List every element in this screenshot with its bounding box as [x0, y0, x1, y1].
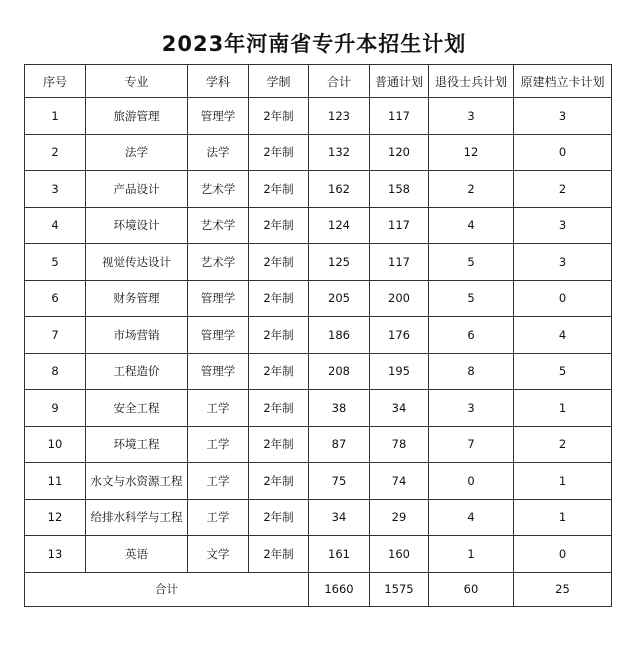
cell-poverty: 3	[514, 207, 612, 244]
cell-veterans: 5	[429, 244, 514, 281]
cell-discipline: 文学	[188, 536, 249, 573]
cell-discipline: 工学	[188, 390, 249, 427]
cell-index: 1	[25, 98, 86, 135]
cell-regular: 117	[370, 207, 429, 244]
cell-major: 给排水科学与工程	[86, 499, 188, 536]
cell-index: 8	[25, 353, 86, 390]
cell-total: 87	[309, 426, 370, 463]
cell-duration: 2年制	[249, 317, 309, 354]
cell-poverty: 3	[514, 244, 612, 281]
cell-veterans: 3	[429, 390, 514, 427]
table-row	[25, 134, 612, 171]
cell-poverty: 1	[514, 390, 612, 427]
cell-discipline: 工学	[188, 426, 249, 463]
cell-duration: 2年制	[249, 536, 309, 573]
cell-regular: 29	[370, 499, 429, 536]
cell-major: 环境工程	[86, 426, 188, 463]
cell-poverty: 0	[514, 280, 612, 317]
cell-poverty: 5	[514, 353, 612, 390]
cell-regular: 200	[370, 280, 429, 317]
cell-index: 12	[25, 499, 86, 536]
cell-discipline: 工学	[188, 463, 249, 500]
cell-regular: 160	[370, 536, 429, 573]
cell-duration: 2年制	[249, 390, 309, 427]
cell-index: 4	[25, 207, 86, 244]
cell-major: 法学	[86, 134, 188, 171]
cell-total: 124	[309, 207, 370, 244]
cell-major: 产品设计	[86, 171, 188, 208]
cell-index: 7	[25, 317, 86, 354]
cell-major: 市场营销	[86, 317, 188, 354]
cell-duration: 2年制	[249, 134, 309, 171]
cell-discipline: 工学	[188, 499, 249, 536]
page-title: 2023年河南省专升本招生计划	[161, 32, 467, 56]
table-row	[25, 536, 612, 573]
cell-major: 水文与水资源工程	[86, 463, 188, 500]
cell-veterans: 3	[429, 98, 514, 135]
cell-veterans: 4	[429, 207, 514, 244]
header-discipline: 学科	[188, 65, 249, 98]
cell-veterans: 4	[429, 499, 514, 536]
cell-total: 132	[309, 134, 370, 171]
cell-major: 安全工程	[86, 390, 188, 427]
cell-major: 英语	[86, 536, 188, 573]
cell-poverty: 1	[514, 499, 612, 536]
cell-major: 工程造价	[86, 353, 188, 390]
cell-discipline: 管理学	[188, 280, 249, 317]
cell-regular: 158	[370, 171, 429, 208]
cell-index: 2	[25, 134, 86, 171]
cell-poverty: 3	[514, 98, 612, 135]
cell-total: 34	[309, 499, 370, 536]
cell-total: 123	[309, 98, 370, 135]
cell-discipline: 管理学	[188, 317, 249, 354]
cell-discipline: 艺术学	[188, 171, 249, 208]
cell-poverty: 2	[514, 171, 612, 208]
total-sum: 1660	[309, 572, 370, 606]
cell-regular: 74	[370, 463, 429, 500]
cell-veterans: 5	[429, 280, 514, 317]
header-major: 专业	[86, 65, 188, 98]
cell-major: 视觉传达设计	[86, 244, 188, 281]
cell-poverty: 0	[514, 536, 612, 573]
cell-total: 125	[309, 244, 370, 281]
cell-regular: 117	[370, 244, 429, 281]
cell-index: 9	[25, 390, 86, 427]
cell-discipline: 法学	[188, 134, 249, 171]
header-index: 序号	[25, 65, 86, 98]
cell-poverty: 0	[514, 134, 612, 171]
cell-duration: 2年制	[249, 499, 309, 536]
cell-total: 205	[309, 280, 370, 317]
total-regular: 1575	[370, 572, 429, 606]
cell-veterans: 12	[429, 134, 514, 171]
cell-discipline: 管理学	[188, 353, 249, 390]
cell-duration: 2年制	[249, 280, 309, 317]
cell-index: 11	[25, 463, 86, 500]
cell-veterans: 1	[429, 536, 514, 573]
table-row	[25, 463, 612, 500]
cell-duration: 2年制	[249, 426, 309, 463]
cell-veterans: 7	[429, 426, 514, 463]
cell-veterans: 0	[429, 463, 514, 500]
cell-total: 186	[309, 317, 370, 354]
header-total: 合计	[309, 65, 370, 98]
cell-regular: 117	[370, 98, 429, 135]
enrollment-plan-table	[24, 64, 612, 607]
cell-veterans: 6	[429, 317, 514, 354]
cell-major: 旅游管理	[86, 98, 188, 135]
cell-poverty: 1	[514, 463, 612, 500]
cell-discipline: 艺术学	[188, 244, 249, 281]
cell-total: 75	[309, 463, 370, 500]
cell-index: 13	[25, 536, 86, 573]
cell-duration: 2年制	[249, 463, 309, 500]
cell-duration: 2年制	[249, 98, 309, 135]
header-row	[25, 65, 612, 98]
cell-index: 5	[25, 244, 86, 281]
header-duration: 学制	[249, 65, 309, 98]
cell-regular: 78	[370, 426, 429, 463]
cell-total: 38	[309, 390, 370, 427]
cell-regular: 34	[370, 390, 429, 427]
table-row	[25, 207, 612, 244]
cell-duration: 2年制	[249, 353, 309, 390]
cell-discipline: 管理学	[188, 98, 249, 135]
header-veterans-plan: 退役士兵计划	[429, 65, 514, 98]
cell-veterans: 2	[429, 171, 514, 208]
header-poverty-plan: 原建档立卡计划	[514, 65, 612, 98]
total-veterans: 60	[429, 572, 514, 606]
cell-index: 10	[25, 426, 86, 463]
table-row	[25, 499, 612, 536]
cell-total: 161	[309, 536, 370, 573]
cell-major: 环境设计	[86, 207, 188, 244]
table-row	[25, 244, 612, 281]
cell-poverty: 4	[514, 317, 612, 354]
cell-regular: 195	[370, 353, 429, 390]
table-row	[25, 171, 612, 208]
cell-duration: 2年制	[249, 244, 309, 281]
table-row	[25, 390, 612, 427]
cell-veterans: 8	[429, 353, 514, 390]
cell-duration: 2年制	[249, 207, 309, 244]
table-row	[25, 317, 612, 354]
header-regular-plan: 普通计划	[370, 65, 429, 98]
cell-total: 208	[309, 353, 370, 390]
cell-total: 162	[309, 171, 370, 208]
table-row	[25, 353, 612, 390]
table-row	[25, 280, 612, 317]
total-label: 合计	[25, 572, 309, 606]
cell-major: 财务管理	[86, 280, 188, 317]
cell-duration: 2年制	[249, 171, 309, 208]
cell-index: 6	[25, 280, 86, 317]
cell-poverty: 2	[514, 426, 612, 463]
table-row	[25, 426, 612, 463]
total-poverty: 25	[514, 572, 612, 606]
table-row	[25, 98, 612, 135]
cell-regular: 120	[370, 134, 429, 171]
cell-discipline: 艺术学	[188, 207, 249, 244]
total-row	[25, 572, 612, 606]
cell-index: 3	[25, 171, 86, 208]
cell-regular: 176	[370, 317, 429, 354]
